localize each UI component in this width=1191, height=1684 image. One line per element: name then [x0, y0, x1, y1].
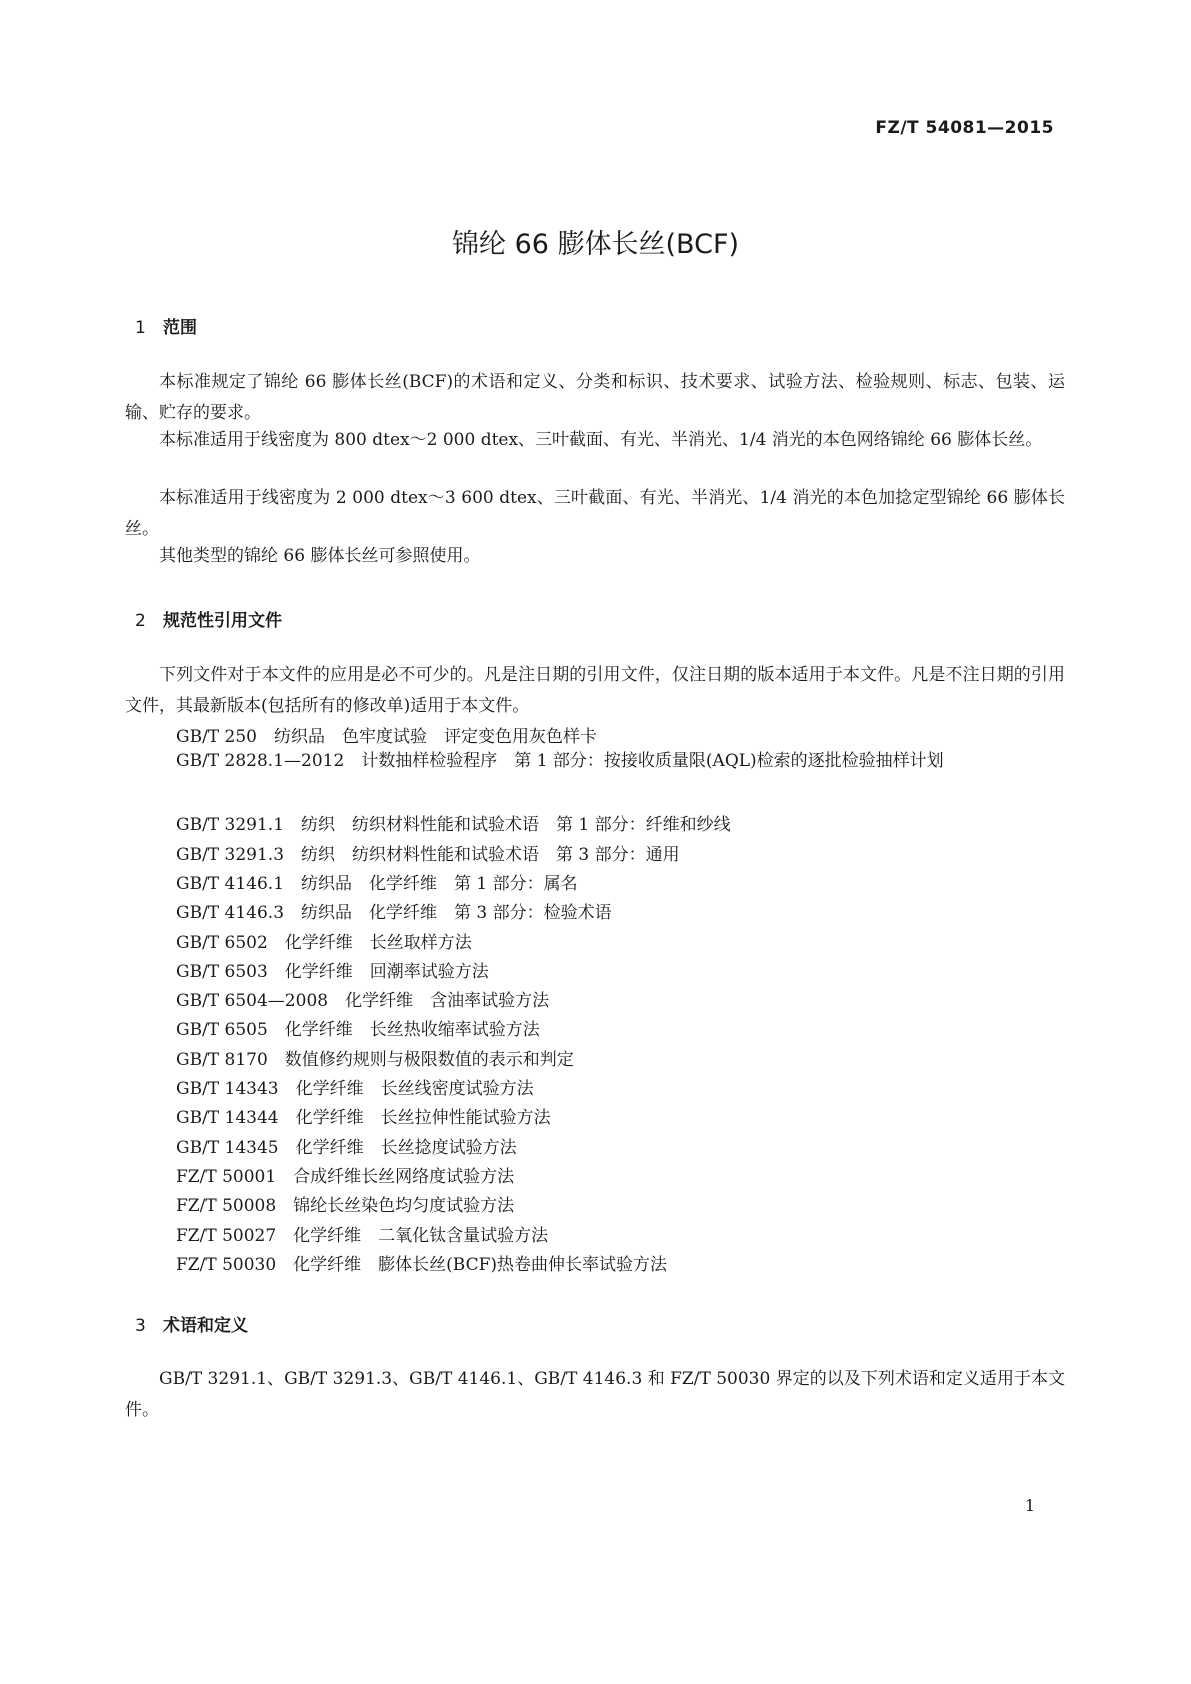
scope-paragraph: 本标准规定了锦纶 66 膨体长丝(BCF)的术语和定义、分类和标识、技术要求、试验方法、检验规则、标志、包装、运输、贮存的要求。 — [125, 372, 1065, 423]
terms-paragraph: GB/T 3291.1、GB/T 3291.3、GB/T 4146.1、GB/T 4146.3 和 FZ/T 50030 界定的以及下列术语和定义适用于本文件。 — [125, 1369, 1065, 1420]
section-title: 规范性引用文件 — [163, 611, 282, 631]
section-number: 3 — [135, 1316, 146, 1336]
standard-code: FZ/T 54081—2015 — [875, 118, 1054, 138]
scope-paragraph: 本标准适用于线密度为 2 000 dtex～3 600 dtex、三叶截面、有光、半消光、1/4 消光的本色加捻定型锦纶 66 膨体长丝。 — [125, 488, 1065, 539]
reference-item: FZ/T 50008 锦纶长丝染色均匀度试验方法 — [176, 1196, 515, 1216]
reference-item: FZ/T 50027 化学纤维 二氧化钛含量试验方法 — [176, 1226, 549, 1246]
section-title: 术语和定义 — [163, 1316, 248, 1336]
reference-item: GB/T 6504—2008 化学纤维 含油率试验方法 — [176, 991, 550, 1011]
reference-item: GB/T 14343 化学纤维 长丝线密度试验方法 — [176, 1079, 534, 1099]
reference-item: GB/T 2828.1—2012 计数抽样检验程序 第 1 部分：按接收质量限(AQL)检索的逐批检验抽样计划 — [176, 751, 944, 771]
reference-item: GB/T 4146.1 纺织品 化学纤维 第 1 部分：属名 — [176, 874, 578, 894]
section-title: 范围 — [163, 318, 197, 338]
reference-item: GB/T 6502 化学纤维 长丝取样方法 — [176, 933, 472, 953]
section-1-heading — [135, 313, 197, 338]
reference-item: GB/T 4146.3 纺织品 化学纤维 第 3 部分：检验术语 — [176, 903, 612, 923]
reference-item: GB/T 14345 化学纤维 长丝捻度试验方法 — [176, 1138, 517, 1158]
reference-item: GB/T 3291.1 纺织 纺织材料性能和试验术语 第 1 部分：纤维和纱线 — [176, 815, 731, 835]
scope-paragraph: 本标准适用于线密度为 800 dtex～2 000 dtex、三叶截面、有光、半消光、1/4 消光的本色网络锦纶 66 膨体长丝。 — [159, 430, 1043, 450]
reference-item: GB/T 250 纺织品 色牢度试验 评定变色用灰色样卡 — [176, 727, 597, 747]
section-2-heading — [135, 606, 282, 631]
reference-item: GB/T 6503 化学纤维 回潮率试验方法 — [176, 962, 489, 982]
reference-item: GB/T 8170 数值修约规则与极限数值的表示和判定 — [176, 1050, 574, 1070]
reference-item: FZ/T 50001 合成纤维长丝网络度试验方法 — [176, 1167, 515, 1187]
reference-item: FZ/T 50030 化学纤维 膨体长丝(BCF)热卷曲伸长率试验方法 — [176, 1255, 668, 1275]
section-number: 1 — [135, 318, 146, 338]
reference-item: GB/T 3291.3 纺织 纺织材料性能和试验术语 第 3 部分：通用 — [176, 845, 680, 865]
normative-intro: 下列文件对于本文件的应用是必不可少的。凡是注日期的引用文件，仅注日期的版本适用于本文件。凡是不注日期的引用文件，其最新版本(包括所有的修改单)适用于本文件。 — [125, 665, 1065, 716]
page-number: 1 — [1024, 1496, 1035, 1515]
document-title: 锦纶 66 膨体长丝(BCF) — [451, 229, 740, 260]
reference-item: GB/T 6505 化学纤维 长丝热收缩率试验方法 — [176, 1020, 540, 1040]
section-3-heading — [135, 1311, 248, 1336]
section-number: 2 — [135, 611, 146, 631]
scope-paragraph: 其他类型的锦纶 66 膨体长丝可参照使用。 — [159, 546, 481, 566]
reference-item: GB/T 14344 化学纤维 长丝拉伸性能试验方法 — [176, 1108, 551, 1128]
